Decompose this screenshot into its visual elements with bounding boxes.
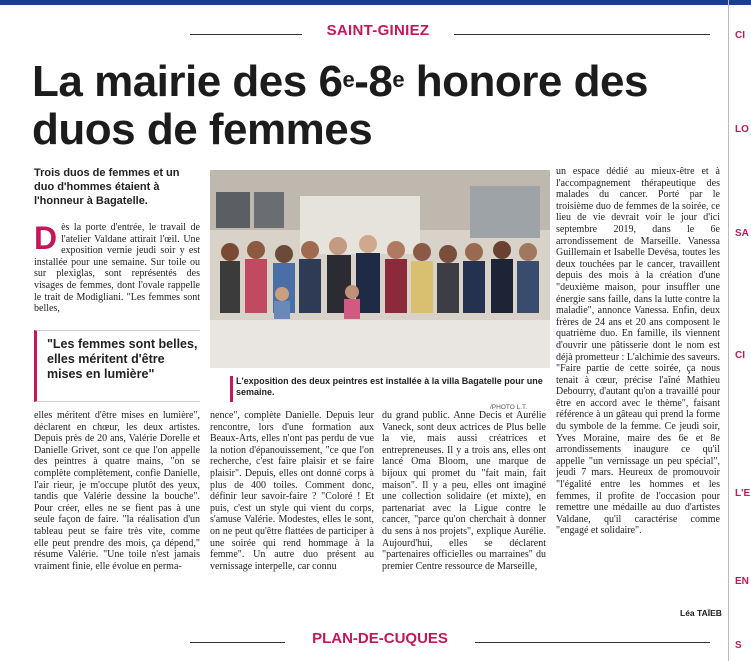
- headline-part-b: -8: [354, 57, 393, 106]
- caption-bar: [230, 376, 233, 402]
- column-1-top-text: ès la porte d'entrée, le travail de l'atelier Valdane attirait l'œil. Une exposition vernie jeudi soir y est installée pour une semaine. Sur toile ou sur plexiglas, sont représentés des visages de femmes, dont l'ovale rappelle le trait de Modigliani. "Les femmes sont belles,: [34, 222, 200, 315]
- sidebar-heading: SA: [735, 228, 749, 239]
- lead-paragraph: Trois duos de femmes et un duo d'hommes étaient à l'honneur à Bagatelle.: [34, 167, 180, 207]
- sidebar-heading: L'E: [735, 488, 751, 499]
- column-2: nence", complète Danielle. Depuis leur rencontre, lors d'une formation aux Beaux-Arts, elles n'ont pas perdu de vue la notion d'épanouissement, "ce que l'on recherche, c'est faire plaisir et se faire plaisir". Depuis, elles ont donné corps à plus de 400 toiles. Comment donc, définir leur savoir-faire ? "Coloré ! Et puis, c'est un style qui vient du corps, s'amuse Valérie. Modestes, elles le sont, on ne peut qu'être flattées de participer à une soirée qui rend hommage à la femme". Un autre duo présent au vernissage interpelle, car connu: [210, 410, 374, 572]
- plan-line-left: [190, 642, 285, 643]
- column-4: un espace dédié au mieux-être et à l'accompagnement thérapeutique des malades du cancer. Porté par le troisième duo de femmes de la soirée, ce lieu de vie devrait voir le jour d'ici septembre 2019, dans le 6e arrondissement de Marseille. Vanessa Guillemain et Isabelle Devésa, toutes les deux touchées par le cancer, travaillent depuis des mois à la création d'une "deuxième maison, pour insuffler une énergie sans faille, dans la lutte contre la maladie", annonce Vanessa. Enfin, deux frères de 24 ans et 20 ans composent le quatrième duo. En famille, ils viennent d'ouvrir une pâtisserie dont le nom est déjà prometteur : L'alchimie des saveurs. "Faire partie de cette soirée, ça nous tenait à cœur, précise l'aîné Mathieu Debourry, d'autant qu'on a travaillé pour être en accord avec le thème", faisant référence à un gâteau qui prend la forme du symbole de la femme. Ce jeudi soir, Yves Moraine, maire des 6e et 8e arrondissements inaugure ce qu'il appelle "un vernissage un peu spécial", jeudi 7 mars. Heureux de promouvoir "l'égalité entre les hommes et les femmes, il profite de l'occasion pour remettre une médaille au duo d'artistes Valdane, qu'il caractérise comme "engagé et solidaire".: [556, 166, 720, 537]
- next-section-title: PLAN-DE-CUQUES: [312, 630, 448, 647]
- headline-part-c: honore des duos de femmes: [32, 57, 648, 154]
- sidebar-heading: CI: [735, 350, 745, 361]
- article-photo: [210, 170, 550, 368]
- column-3: du grand public. Anne Decis et Aurélie Vaneck, sont deux actrices de Plus belle la vie, mais aussi créatrices et entrepreneuses. Il y a trois ans, elles ont lancé Oma Bloom, une marque de bijoux qui promet du "fait main, fait maison". Il y a peu, elles ont imaginé une collection solidaire (et mixte), en partenariat avec la Ligue contre le cancer, "parce qu'on cherchait à donner du sens à nos projets", explique Aurélie. Aujourd'hui, elles se déclarent "partenaires officielles ou marraines" du premier Centre ressource de Marseille,: [382, 410, 546, 572]
- headline-sup-2: e: [392, 67, 405, 92]
- photo-credit: /PHOTO L.T.: [490, 404, 528, 411]
- section-rubric: [190, 22, 710, 44]
- section-title: SAINT-GINIEZ: [326, 22, 430, 39]
- rubric-line-left: [190, 34, 302, 35]
- headline-part-a: La mairie des 6: [32, 57, 343, 106]
- sidebar-heading: CI: [735, 30, 745, 41]
- group-photo-illustration: [210, 170, 550, 368]
- sidebar-heading: EN: [735, 576, 749, 587]
- sidebar-briefs: [728, 0, 751, 661]
- photo-caption: L'exposition des deux peintres est installée à la villa Bagatelle pour une semaine.: [236, 376, 543, 397]
- sidebar-heading: S: [735, 640, 742, 651]
- sidebar-heading: LO: [735, 124, 749, 135]
- headline-sup-1: e: [342, 67, 355, 92]
- top-color-bar: [0, 0, 751, 5]
- plan-line-right: [475, 642, 710, 643]
- headline: [32, 58, 722, 154]
- next-section-rubric: [190, 630, 710, 652]
- column-1-bottom: elles méritent d'être mises en lumière", déclarent en chœur, les deux artistes. Depuis près de 20 ans, Valérie Dorelle et Danielle Grivet, sont ce que l'on appelle des peintres à quatre mains, "on se complète complètement, confie Danielle, l'air rieur, je m'occupe plutôt des yeux, tandis que Valérie dessine la bouche". Pour créer, elles ne se fient pas à une seule façon de faire. "la réalisation d'un tableau peut se faire très vite, comme elle peut prendre des mois, ça dépend," résume Valérie. "Une toile n'est jamais vraiment finie, elle évolue en perma-: [34, 410, 200, 572]
- pull-quote: "Les femmes sont belles, elles méritent d'être mises en lumière": [34, 330, 200, 402]
- author-signature: Léa TAÏEB: [680, 608, 722, 618]
- rubric-line-right: [454, 34, 710, 35]
- drop-cap: D: [34, 222, 58, 256]
- column-1-top: [34, 222, 200, 326]
